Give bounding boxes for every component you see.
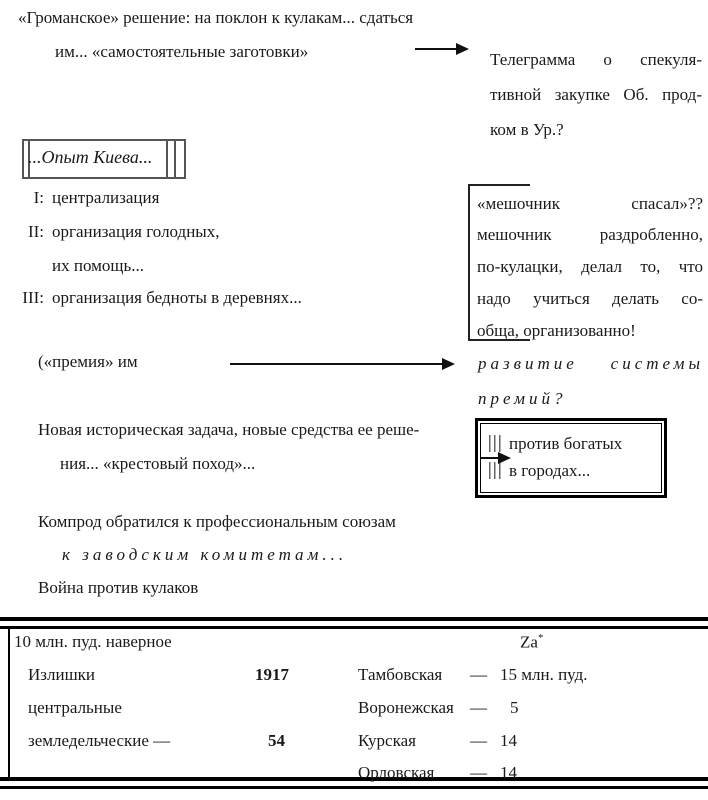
list-item-3-num: III: bbox=[22, 288, 44, 307]
left-row-2-label: центральные bbox=[28, 698, 122, 717]
kiev-box-right-inner-line-1 bbox=[166, 139, 168, 177]
province-2-dash: — bbox=[470, 698, 487, 717]
province-3-dash: — bbox=[470, 731, 487, 750]
rich-box-arrow bbox=[481, 457, 499, 459]
left-row-3-label: земледельческие — bbox=[28, 731, 171, 750]
za-label: Za bbox=[520, 632, 538, 652]
list-item-1 bbox=[12, 188, 159, 208]
komprod-line-2: к заводским комитетам... bbox=[62, 545, 348, 564]
kiev-experience-label: ...Опыт Киева... bbox=[28, 147, 153, 167]
table-left-rule bbox=[8, 629, 10, 777]
list-item-1-num: I: bbox=[33, 188, 44, 207]
kiev-experience-box bbox=[22, 139, 186, 179]
against-rich-box bbox=[475, 418, 667, 498]
meshochnik-line-4: надо учиться делать со- bbox=[477, 289, 703, 308]
meshochnik-line-3: по-кулацки, делал то, что bbox=[477, 257, 703, 276]
list-item-2-num: II: bbox=[27, 222, 44, 241]
rich-box-line-1-text: против богатых bbox=[509, 434, 623, 453]
gromann-line-1: «Громанское» решение: на поклон к кулакам... сдаться bbox=[18, 8, 414, 27]
arrow-to-telegram bbox=[415, 48, 457, 50]
arrow-to-development bbox=[230, 363, 443, 365]
province-4-dash: — bbox=[470, 763, 487, 782]
premiya-label: («премия» им bbox=[38, 352, 138, 371]
list-item-3 bbox=[12, 288, 302, 308]
development-line-2: премий? bbox=[478, 389, 567, 408]
gromann-line-2: им... «самостоятельные заготовки» bbox=[55, 42, 309, 61]
province-1-name: Тамбовская bbox=[358, 665, 443, 684]
za-footnote-asterisk: * bbox=[537, 632, 544, 644]
list-item-2-text: организация голодных, bbox=[52, 222, 220, 241]
telegram-line-3: ком в Ур.? bbox=[490, 120, 564, 139]
rich-box-line-2-text: в городах... bbox=[509, 461, 591, 480]
komprod-line-1: Компрод обратился к профессиональным союзам bbox=[38, 512, 396, 531]
list-item-2 bbox=[12, 222, 219, 242]
telegram-line-2: тивной закупке Об. прод- bbox=[490, 85, 702, 104]
province-row-3 bbox=[358, 731, 517, 751]
province-1-dash: — bbox=[470, 665, 487, 684]
province-3-value: 14 bbox=[500, 731, 517, 750]
development-line-1: развитие системы bbox=[478, 354, 704, 373]
surplus-note: 10 млн. пуд. наверное bbox=[14, 632, 172, 651]
meshochnik-line-2: мешочник раздробленно, bbox=[477, 225, 703, 244]
province-row-2 bbox=[358, 698, 519, 718]
list-item-2b-text: их помощь... bbox=[52, 256, 144, 275]
list-item-2b bbox=[12, 256, 144, 276]
triple-tick-icon bbox=[489, 435, 501, 452]
province-row-1 bbox=[358, 665, 588, 685]
province-row-4 bbox=[358, 763, 517, 783]
province-4-value: 14 bbox=[500, 763, 517, 782]
triple-tick-icon bbox=[489, 462, 501, 479]
telegram-line-1: Телеграмма о спекуля- bbox=[490, 50, 702, 69]
kiev-box-right-inner-line-2 bbox=[174, 139, 176, 177]
rich-box-line-2 bbox=[489, 457, 661, 484]
table-bottom-rule bbox=[0, 777, 708, 789]
list-item-1-text: централизация bbox=[52, 188, 160, 207]
province-3-name: Курская bbox=[358, 731, 416, 750]
komprod-line-3: Война против кулаков bbox=[38, 578, 199, 597]
new-task-line-2: ния... «крестовый поход»... bbox=[60, 454, 256, 473]
table-top-rule bbox=[0, 617, 708, 629]
meshochnik-line-1: «мешочник спасал»?? bbox=[477, 194, 703, 213]
meshochnik-line-5: обща, организованно! bbox=[477, 321, 636, 340]
za-heading bbox=[520, 632, 543, 653]
left-row-1-label: Излишки bbox=[28, 665, 96, 684]
province-4-name: Орловская bbox=[358, 763, 435, 782]
left-row-1-value: 1917 bbox=[255, 665, 289, 684]
province-1-value: 15 млн. пуд. bbox=[500, 665, 588, 684]
new-task-line-1: Новая историческая задача, новые средства ее реше- bbox=[38, 420, 420, 439]
province-2-name: Воронежская bbox=[358, 698, 454, 717]
list-item-3-text: организация бедноты в деревнях... bbox=[52, 288, 302, 307]
rich-box-line-1 bbox=[489, 430, 661, 457]
province-2-value: 5 bbox=[510, 698, 519, 717]
left-row-3-value: 54 bbox=[268, 731, 285, 750]
